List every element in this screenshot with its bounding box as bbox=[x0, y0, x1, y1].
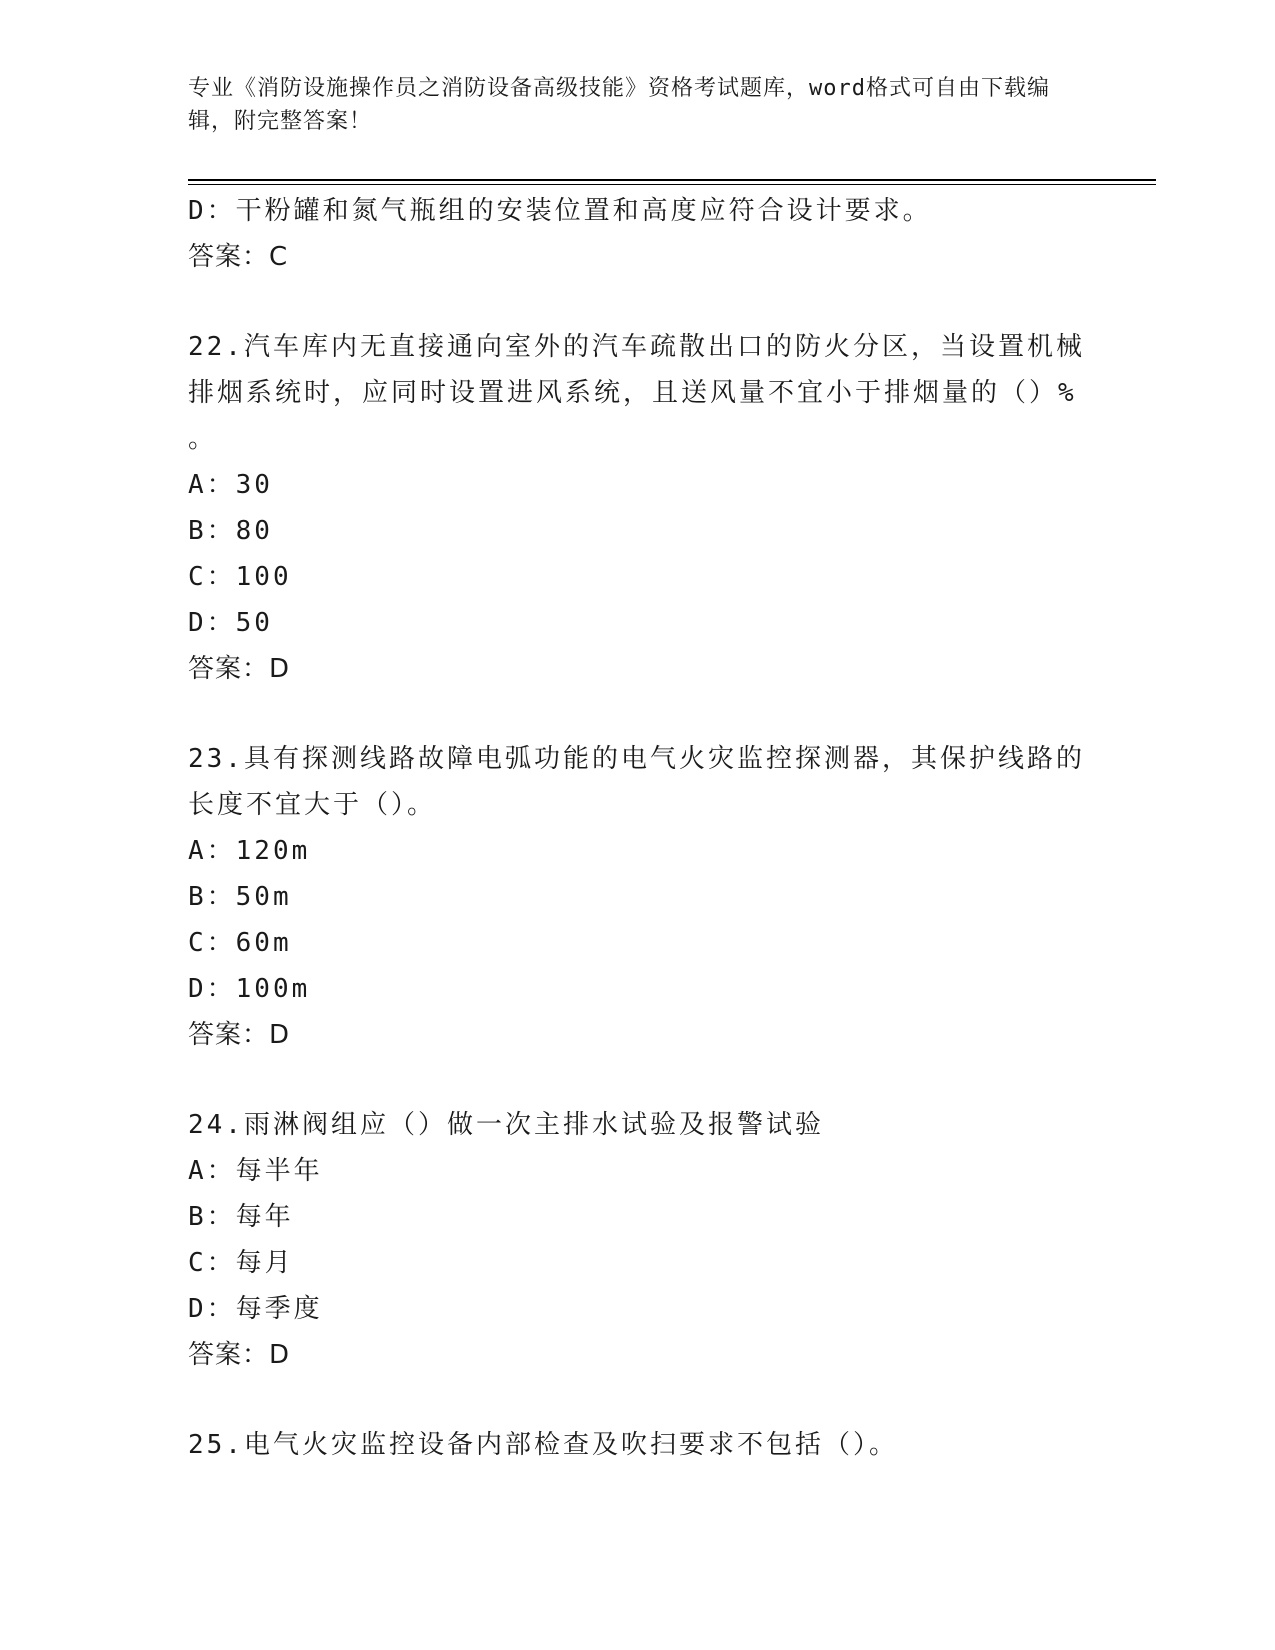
question-answer: 答案：D bbox=[188, 1340, 291, 1370]
question-23 bbox=[188, 736, 1088, 1058]
question-content bbox=[188, 188, 1088, 1468]
question-stem-line: 排烟系统时，应同时设置进风系统，且送风量不宜小于排烟量的（）% bbox=[188, 378, 1077, 408]
question-answer: 答案：D bbox=[188, 1020, 291, 1050]
prev-question-option-d: D：干粉罐和氮气瓶组的安装位置和高度应符合设计要求。 bbox=[188, 196, 932, 226]
option-d: D：每季度 bbox=[188, 1294, 323, 1324]
option-d: D：100m bbox=[188, 974, 311, 1004]
prev-question-answer: 答案：C bbox=[188, 242, 289, 272]
question-22 bbox=[188, 324, 1088, 692]
question-stem-line: 长度不宜大于（）。 bbox=[188, 790, 437, 820]
option-b: B：每年 bbox=[188, 1202, 294, 1232]
document-header: 专业《消防设施操作员之消防设备高级技能》资格考试题库，word格式可自由下载编辑，附完整答案！ bbox=[188, 76, 1050, 134]
question-stem-line: 。 bbox=[188, 424, 218, 454]
option-b: B：50m bbox=[188, 882, 292, 912]
option-a: A：30 bbox=[188, 470, 273, 500]
question-25 bbox=[188, 1422, 1088, 1468]
question-answer: 答案：D bbox=[188, 654, 291, 684]
option-c: C：60m bbox=[188, 928, 292, 958]
option-a: A：120m bbox=[188, 836, 311, 866]
spacer bbox=[188, 1058, 1088, 1102]
question-stem-line: 22.汽车库内无直接通向室外的汽车疏散出口的防火分区，当设置机械 bbox=[188, 332, 1085, 362]
question-stem-line: 25.电气火灾监控设备内部检查及吹扫要求不包括（）。 bbox=[188, 1430, 898, 1460]
option-a: A：每半年 bbox=[188, 1156, 323, 1186]
spacer bbox=[188, 280, 1088, 324]
question-stem-line: 23.具有探测线路故障电弧功能的电气火灾监控探测器，其保护线路的 bbox=[188, 744, 1085, 774]
question-stem-line: 24.雨淋阀组应（）做一次主排水试验及报警试验 bbox=[188, 1110, 824, 1140]
spacer bbox=[188, 692, 1088, 736]
option-b: B：80 bbox=[188, 516, 273, 546]
option-c: C：每月 bbox=[188, 1248, 294, 1278]
header-rule-thin bbox=[188, 184, 1156, 185]
header-rule-thick bbox=[188, 179, 1156, 181]
question-24 bbox=[188, 1102, 1088, 1378]
option-c: C：100 bbox=[188, 562, 292, 592]
spacer bbox=[188, 1378, 1088, 1422]
option-d: D：50 bbox=[188, 608, 273, 638]
